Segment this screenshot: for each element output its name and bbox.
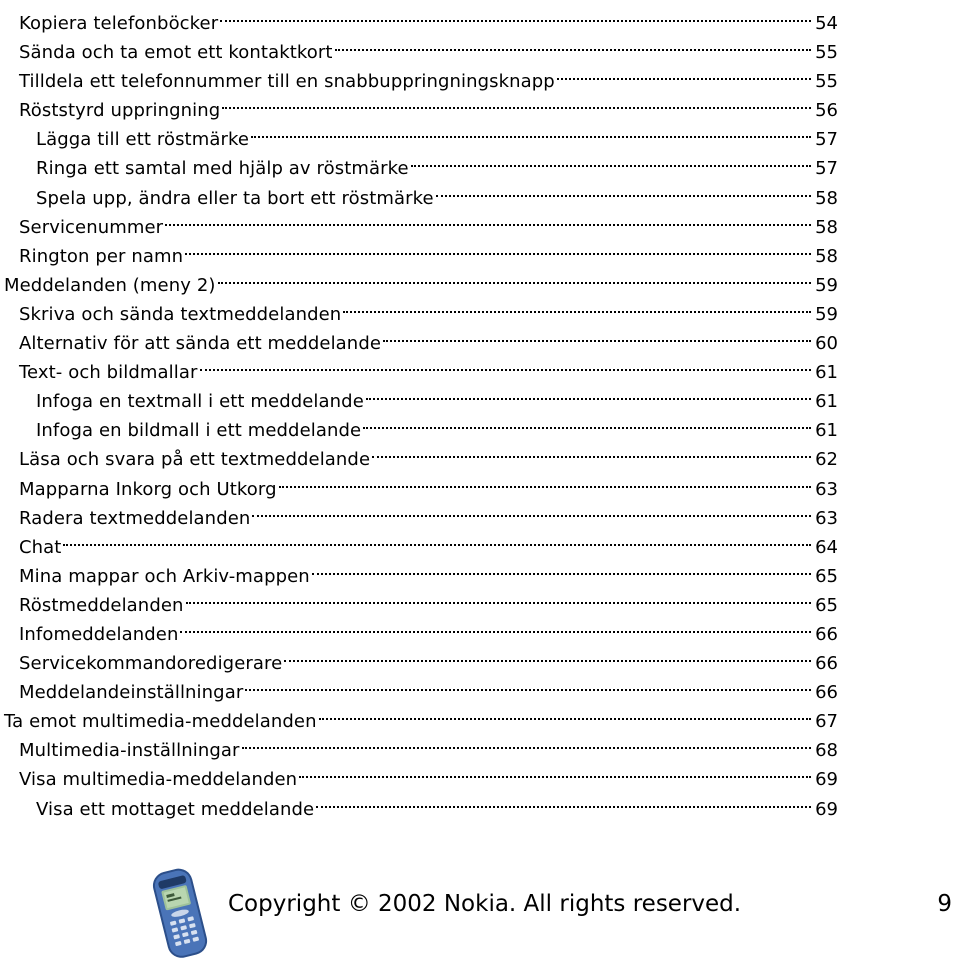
toc-entry[interactable] (0, 145, 840, 180)
toc-entry-title: Visa multimedia-meddelanden (19, 769, 298, 791)
dot-leader (411, 145, 811, 174)
toc-entry-page: 63 (815, 507, 838, 529)
toc-entry-page: 61 (815, 391, 838, 413)
dot-leader (180, 611, 811, 640)
toc-entry-page: 54 (815, 13, 838, 34)
dot-leader (343, 291, 811, 320)
toc-entry-title: Sända och ta emot ett kontaktkort (19, 42, 333, 64)
dot-leader (284, 640, 811, 669)
dot-leader (165, 204, 811, 233)
toc-entry-page: 66 (815, 623, 838, 645)
toc-entry[interactable] (0, 436, 840, 471)
toc-entry-title: Infoga en bildmall i ett meddelande (36, 420, 362, 442)
dot-leader (312, 553, 811, 582)
toc-entry-page: 67 (815, 711, 838, 733)
toc-entry-page: 69 (815, 798, 838, 820)
toc-entry[interactable] (0, 611, 840, 645)
toc-entry[interactable] (0, 87, 840, 122)
toc-entry-title: Lägga till ett röstmärke (36, 129, 250, 151)
toc-entry-page: 55 (815, 71, 838, 93)
dot-leader (279, 466, 811, 495)
toc-entry-title: Multimedia-inställningar (19, 740, 240, 762)
toc-entry[interactable] (0, 786, 840, 820)
toc-entry-title: Meddelanden (meny 2) (4, 274, 216, 296)
nokia-phone-icon (146, 865, 216, 960)
toc-entry[interactable] (0, 204, 840, 238)
toc-entry-title: Chat (19, 536, 62, 558)
toc-entry[interactable] (0, 756, 840, 791)
toc-entry-page: 60 (815, 333, 838, 355)
toc-entry-title: Kopiera telefonböcker (19, 13, 219, 34)
toc-entry-page: 56 (815, 100, 838, 122)
dot-leader (185, 233, 811, 262)
toc-entry[interactable] (0, 320, 840, 355)
dot-leader (186, 582, 811, 611)
page-footer (0, 860, 960, 960)
toc-entry[interactable] (0, 349, 840, 384)
toc-entry-title: Rington per namn (19, 245, 184, 267)
toc-entry-title: Tilldela ett telefonnummer till en snabbuppringningsknapp (19, 71, 555, 93)
toc-entry[interactable] (0, 553, 840, 587)
toc-entry-page: 61 (815, 420, 838, 442)
toc-entry[interactable] (0, 378, 840, 413)
toc-entry-page: 63 (815, 478, 838, 500)
toc-entry[interactable] (0, 262, 840, 296)
dot-leader (335, 29, 811, 58)
dot-leader (319, 698, 811, 727)
toc-entry-title: Servicenummer (19, 216, 164, 238)
toc-entry-page: 58 (815, 187, 838, 209)
toc-entry[interactable] (0, 727, 840, 762)
toc-entry-title: Text- och bildmallar (19, 362, 198, 384)
toc-entry-page: 59 (815, 303, 838, 325)
toc-entry-title: Spela upp, ändra eller ta bort ett röstmärke (36, 187, 434, 209)
toc-entry[interactable] (0, 582, 840, 616)
dot-leader (222, 87, 811, 116)
dot-leader (436, 175, 811, 204)
dot-leader (251, 116, 811, 145)
toc-entry[interactable] (0, 291, 840, 325)
toc-entry-page: 68 (815, 740, 838, 762)
toc-entry-page: 66 (815, 653, 838, 675)
toc-entry-page: 69 (815, 769, 838, 791)
toc-entry[interactable] (0, 58, 840, 93)
toc-entry-title: Ringa ett samtal med hjälp av röstmärke (36, 158, 409, 180)
toc-entry-title: Ta emot multimedia-meddelanden (4, 711, 317, 733)
toc-entry-page: 64 (815, 536, 838, 558)
toc-entry-title: Radera textmeddelanden (19, 507, 251, 529)
dot-leader (252, 495, 811, 524)
dot-leader (200, 349, 811, 378)
toc-entry-page: 58 (815, 216, 838, 238)
toc-entry-title: Mapparna Inkorg och Utkorg (19, 478, 277, 500)
toc-entry-title: Visa ett mottaget meddelande (36, 798, 315, 820)
toc-entry[interactable] (0, 175, 840, 209)
toc-entry-title: Infoga en textmall i ett meddelande (36, 391, 364, 413)
toc-entry-page: 59 (815, 274, 838, 296)
toc-entry[interactable] (0, 0, 840, 34)
toc-entry-title: Servicekommandoredigerare (19, 653, 283, 675)
toc-entry[interactable] (0, 116, 840, 151)
toc-entry-title: Alternativ för att sända ett meddelande (19, 333, 382, 355)
toc-entry-title: Skriva och sända textmeddelanden (19, 303, 342, 325)
toc-entry-page: 57 (815, 129, 838, 151)
toc-entry[interactable] (0, 407, 840, 442)
toc-entry-page: 55 (815, 42, 838, 64)
toc-entry-page: 58 (815, 245, 838, 267)
dot-leader (366, 378, 811, 407)
toc-entry[interactable] (0, 233, 840, 267)
toc-entry-page: 62 (815, 449, 838, 471)
toc-entry[interactable] (0, 640, 840, 675)
toc-entry-title: Infomeddelanden (19, 623, 179, 645)
dot-leader (245, 669, 811, 698)
dot-leader (557, 58, 811, 87)
copyright-notice: Copyright © 2002 Nokia. All rights reserved. (228, 891, 742, 917)
dot-leader (218, 262, 812, 291)
toc-entry-title: Röstmeddelanden (19, 594, 184, 616)
toc-entry-page: 57 (815, 158, 838, 180)
dot-leader (372, 436, 811, 465)
toc-entry-page: 65 (815, 565, 838, 587)
toc-entry[interactable] (0, 698, 840, 733)
dot-leader (299, 756, 811, 785)
toc-entry[interactable] (0, 524, 840, 558)
toc-entry[interactable] (0, 669, 840, 704)
toc-entry-title: Röststyrd uppringning (19, 100, 221, 122)
toc-entry-page: 61 (815, 362, 838, 384)
dot-leader (383, 320, 811, 349)
dot-leader (220, 0, 811, 29)
toc-entry-page: 66 (815, 682, 838, 704)
toc-entry[interactable] (0, 466, 840, 500)
toc-entry-title: Mina mappar och Arkiv-mappen (19, 565, 310, 587)
page-number: 9 (937, 891, 952, 917)
toc-entry[interactable] (0, 29, 840, 64)
dot-leader (63, 524, 811, 553)
dot-leader (363, 407, 811, 436)
toc-entry-title: Läsa och svara på ett textmeddelande (19, 449, 371, 471)
dot-leader (242, 727, 811, 756)
toc-entry[interactable] (0, 495, 840, 529)
toc-entry-title: Meddelandeinställningar (19, 682, 244, 704)
toc-entry-page: 65 (815, 594, 838, 616)
dot-leader (316, 786, 811, 815)
